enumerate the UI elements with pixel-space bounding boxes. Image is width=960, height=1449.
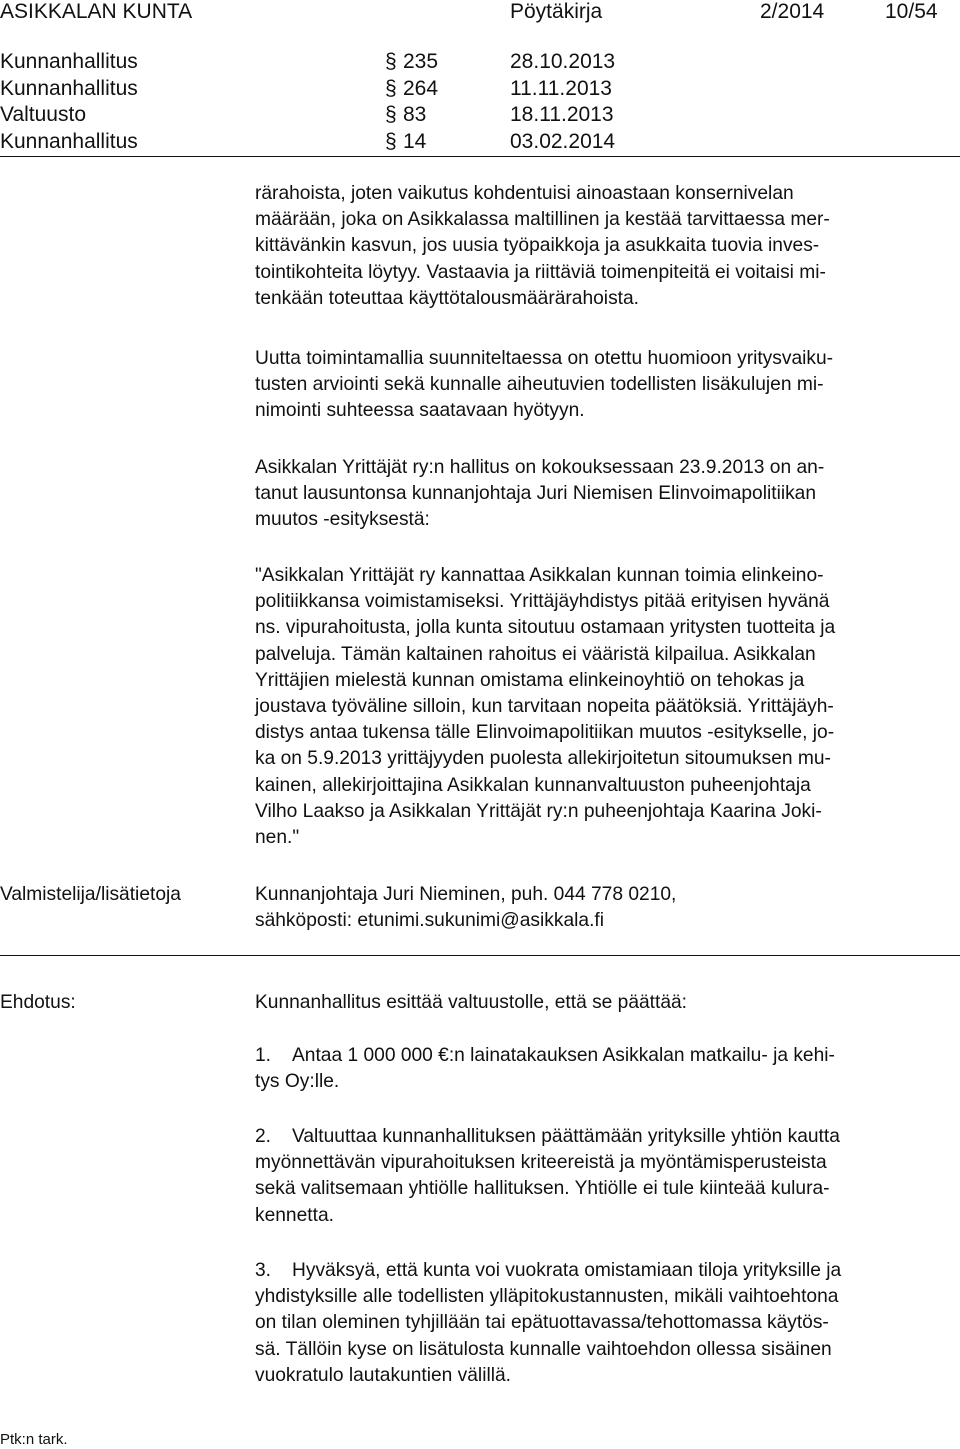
text-line: kainen, allekirjoittajina Asikkalan kunnanvaltuuston puheenjohtaja — [255, 774, 811, 796]
section-sign-icon: § — [385, 103, 397, 126]
org-name: ASIKKALAN KUNTA — [0, 0, 193, 23]
text-line: rärahoista, joten vaikutus kohdentuisi ainoastaan konsernivelan — [255, 183, 794, 204]
section-sign-icon: § — [385, 76, 397, 100]
text-line: tanut lausuntonsa kunnanjohtaja Juri Niemisen Elinvoimapolitiikan — [255, 483, 817, 505]
meeting-body: Kunnanhallitus — [0, 50, 138, 73]
text-line: yhdistyksille alle todellisten ylläpitokustannusten, mikäli vaihtoehtona — [255, 1286, 839, 1308]
proposal-label: Ehdotus: — [0, 992, 76, 1013]
text-line: Asikkalan Yrittäjät ry:n hallitus on kokouksessaan 23.9.2013 on an- — [255, 457, 825, 478]
meeting-section-number: 14 — [403, 129, 427, 153]
item-text: Antaa 1 000 000 €:n lainatakauksen Asikkalan matkailu- ja kehi- — [292, 1045, 835, 1066]
text-line: myönnettävän vipurahoituksen kriteereistä ja myöntämisperusteista — [255, 1152, 827, 1174]
text-line: "Asikkalan Yrittäjät ry kannattaa Asikkalan kunnan toimia elinkeino- — [255, 565, 824, 586]
text-line: Uutta toimintamallia suunniteltaessa on otettu huomioon yritysvaiku- — [255, 348, 834, 369]
meeting-body: Kunnanhallitus — [0, 129, 138, 153]
text-line — [255, 1258, 841, 1284]
text-line: sähköposti: etunimi.sukunimi@asikkala.fi — [255, 910, 605, 932]
document-type: Pöytäkirja — [510, 0, 603, 23]
text-line: kittävänkin kasvun, jos uusia työpaikkoja ja asukkaita tuovia inves- — [255, 235, 820, 257]
text-line: Vilho Laakso ja Asikkalan Yrittäjät ry:n puheenjohtaja Kaarina Joki- — [255, 800, 822, 822]
proposal-item — [255, 1124, 840, 1229]
proposal-item — [255, 1258, 841, 1389]
text-line: ns. vipurahoitusta, jolla kunta sitoutuu ostamaan yritysten tuotteita ja — [255, 617, 836, 639]
statement-quote — [255, 563, 835, 851]
text-line — [255, 1043, 835, 1069]
text-line: on tilan oleminen tyhjillään tai epätuottavassa/tehottomassa käytös- — [255, 1312, 829, 1334]
text-line: distys antaa tukensa tälle Elinvoimapolitiikan muutos -esitykselle, jo- — [255, 722, 835, 744]
text-line — [255, 1124, 840, 1150]
document-number: 2/2014 — [760, 0, 825, 23]
text-line: Yrittäjien mielestä kunnan omistama elinkeinoyhtiö on tehokas ja — [255, 669, 805, 691]
text-line: vuokratulo lautakuntien välillä. — [255, 1364, 511, 1386]
section-sign-icon: § — [385, 129, 397, 153]
page-number: 10/54 — [885, 0, 938, 23]
proposal-intro: Kunnanhallitus esittää valtuustolle, että se päättää: — [255, 992, 688, 1013]
footer-note: Ptk:n tark. — [0, 1431, 68, 1448]
text-line: muutos -esityksestä: — [255, 509, 430, 531]
item-number: 2. — [255, 1126, 272, 1147]
text-line: sekä valitsemaan yhtiölle hallituksen. Yhtiölle ei tule kiinteää kulura- — [255, 1178, 830, 1200]
meeting-date: 28.10.2013 — [510, 50, 616, 73]
text-line: nen." — [255, 827, 300, 849]
preparer-info — [255, 882, 676, 934]
text-line: määrään, joka on Asikkalassa maltillinen ja kestää tarvittaessa mer- — [255, 209, 830, 231]
meeting-section-number: 83 — [403, 103, 427, 126]
text-line: Kunnanjohtaja Juri Nieminen, puh. 044 778 0210, — [255, 884, 677, 905]
meeting-date: 03.02.2014 — [510, 129, 616, 153]
meeting-section-number: 235 — [403, 50, 439, 73]
item-text: Hyväksyä, että kunta voi vuokrata omistamiaan tiloja yrityksille ja — [292, 1260, 842, 1281]
meeting-date: 11.11.2013 — [510, 76, 612, 100]
text-line: sä. Tällöin kyse on lisätulosta kunnalle vaihtoehdon ollessa sisäinen — [255, 1338, 832, 1360]
section-sign-icon: § — [385, 50, 397, 73]
paragraph-3 — [255, 455, 824, 534]
meeting-body: Kunnanhallitus — [0, 76, 138, 100]
item-number: 1. — [255, 1045, 272, 1066]
text-line: tenkään toteuttaa käyttötalousmäärärahoista. — [255, 287, 639, 309]
paragraph-2 — [255, 346, 833, 425]
item-number: 3. — [255, 1260, 272, 1281]
text-line: nimointi suhteessa saatavaan hyötyyn. — [255, 400, 585, 422]
text-line: palveluja. Tämän kaltainen rahoitus ei vääristä kilpailua. Asikkalan — [255, 643, 816, 665]
preparer-label: Valmistelija/lisätietoja — [0, 884, 181, 905]
text-line: joustava työväline silloin, kun tarvitaan nopeita päätöksiä. Yrittäjäyh- — [255, 696, 834, 718]
text-line: tys Oy:lle. — [255, 1071, 340, 1093]
proposal-item — [255, 1043, 835, 1095]
section-rule — [0, 955, 960, 956]
header-rule — [0, 156, 960, 157]
text-line: tusten arviointi sekä kunnalle aiheutuvien todellisten lisäkulujen mi- — [255, 374, 824, 396]
meeting-body: Valtuusto — [0, 103, 86, 126]
text-line: politiikkansa voimistamiseksi. Yrittäjäyhdistys pitää erityisen hyvänä — [255, 591, 830, 613]
meeting-section-number: 264 — [403, 76, 439, 100]
paragraph-1 — [255, 181, 830, 312]
text-line: ka on 5.9.2013 yrittäjyyden puolesta allekirjoitetun sitoumuksen mu- — [255, 748, 831, 770]
meeting-date: 18.11.2013 — [510, 103, 614, 126]
item-text: Valtuuttaa kunnanhallituksen päättämään yrityksille yhtiön kautta — [292, 1126, 840, 1147]
text-line: tointikohteita löytyy. Vastaavia ja riittäviä toimenpiteitä ei voitaisi mi- — [255, 261, 826, 283]
text-line: kennetta. — [255, 1204, 334, 1226]
